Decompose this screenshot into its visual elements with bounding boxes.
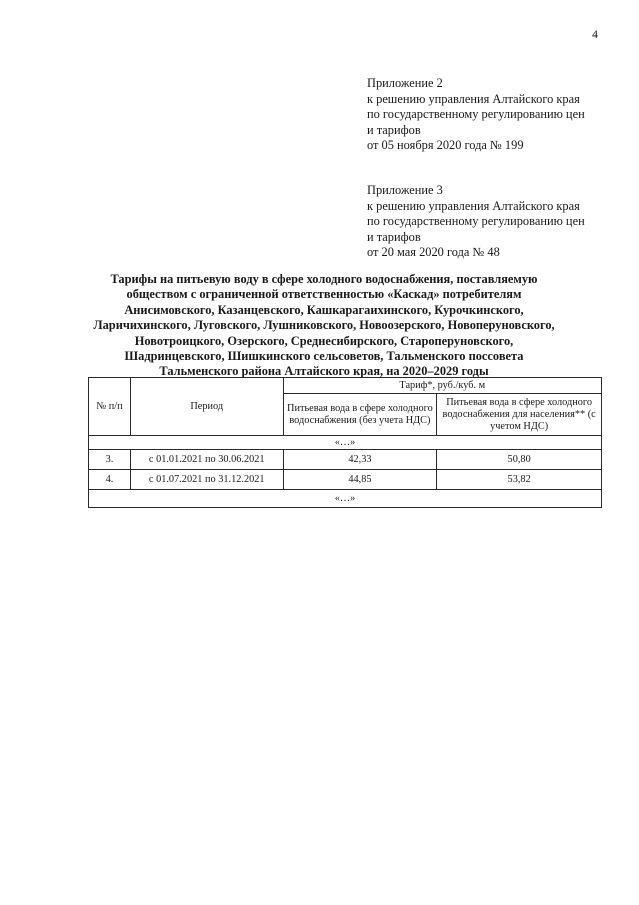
cell-tariff-population: 53,82: [437, 470, 602, 490]
appendix-line: к решению управления Алтайского края: [367, 198, 580, 213]
appendix-line: от 05 ноября 2020 года № 199: [367, 138, 524, 153]
title-line: Шадринцевского, Шишкинского сельсоветов, Тальменского поссовета: [124, 349, 524, 364]
document-title: [60, 272, 588, 380]
appendix-line: и тарифов: [367, 122, 421, 137]
cell-tariff-no-vat: 44,85: [283, 470, 437, 490]
cell-tariff-no-vat: 42,33: [283, 450, 437, 470]
ellipsis-marker: «…»: [89, 436, 602, 450]
title-line: Тальменского района Алтайского края, на 2020–2029 годы: [159, 364, 489, 379]
table-row-ellipsis: [89, 436, 602, 450]
header-tariff: Тариф*, руб./куб. м: [283, 378, 601, 394]
header-number: № п/п: [89, 378, 131, 436]
title-line: Тарифы на питьевую воду в сфере холодного водоснабжения, поставляемую: [110, 272, 538, 286]
header-water-no-vat: Питьевая вода в сфере холодного водоснабжения (без учета НДС): [283, 394, 437, 436]
header-water-population: Питьевая вода в сфере холодного водоснабжения для населения** (с учетом НДС): [437, 394, 602, 436]
title-line: Новотроицкого, Озерского, Среднесибирского, Староперуновского,: [134, 333, 514, 348]
appendix-line: по государственному регулированию цен: [367, 107, 585, 122]
table-header-row: [89, 378, 602, 394]
appendix-line: Приложение 3: [367, 183, 443, 197]
title-line: обществом с ограниченной ответственностью «Каскад» потребителям: [126, 287, 522, 302]
table-row: [89, 450, 602, 470]
cell-number: 4.: [89, 470, 131, 490]
appendix-line: к решению управления Алтайского края: [367, 91, 580, 106]
cell-period: с 01.01.2021 по 30.06.2021: [130, 450, 283, 470]
appendix-line: по государственному регулированию цен: [367, 214, 585, 229]
page-number: 4: [592, 27, 598, 41]
appendix-line: и тарифов: [367, 229, 421, 244]
title-line: Анисимовского, Казанцевского, Кашкарагаихинского, Курочкинского,: [124, 302, 524, 317]
appendix-3-reference: [367, 183, 585, 261]
cell-number: 3.: [89, 450, 131, 470]
ellipsis-marker: «…»: [89, 490, 602, 508]
appendix-2-reference: [367, 76, 585, 154]
appendix-line: от 20 мая 2020 года № 48: [367, 245, 500, 260]
tariff-table: [88, 377, 602, 508]
appendix-line: Приложение 2: [367, 76, 443, 90]
table-row: [89, 470, 602, 490]
title-line: Ларичихинского, Луговского, Лушниковского, Новоозерского, Новоперуновского,: [93, 318, 555, 333]
table-row-ellipsis: [89, 490, 602, 508]
cell-period: с 01.07.2021 по 31.12.2021: [130, 470, 283, 490]
cell-tariff-population: 50,80: [437, 450, 602, 470]
header-period: Период: [130, 378, 283, 436]
